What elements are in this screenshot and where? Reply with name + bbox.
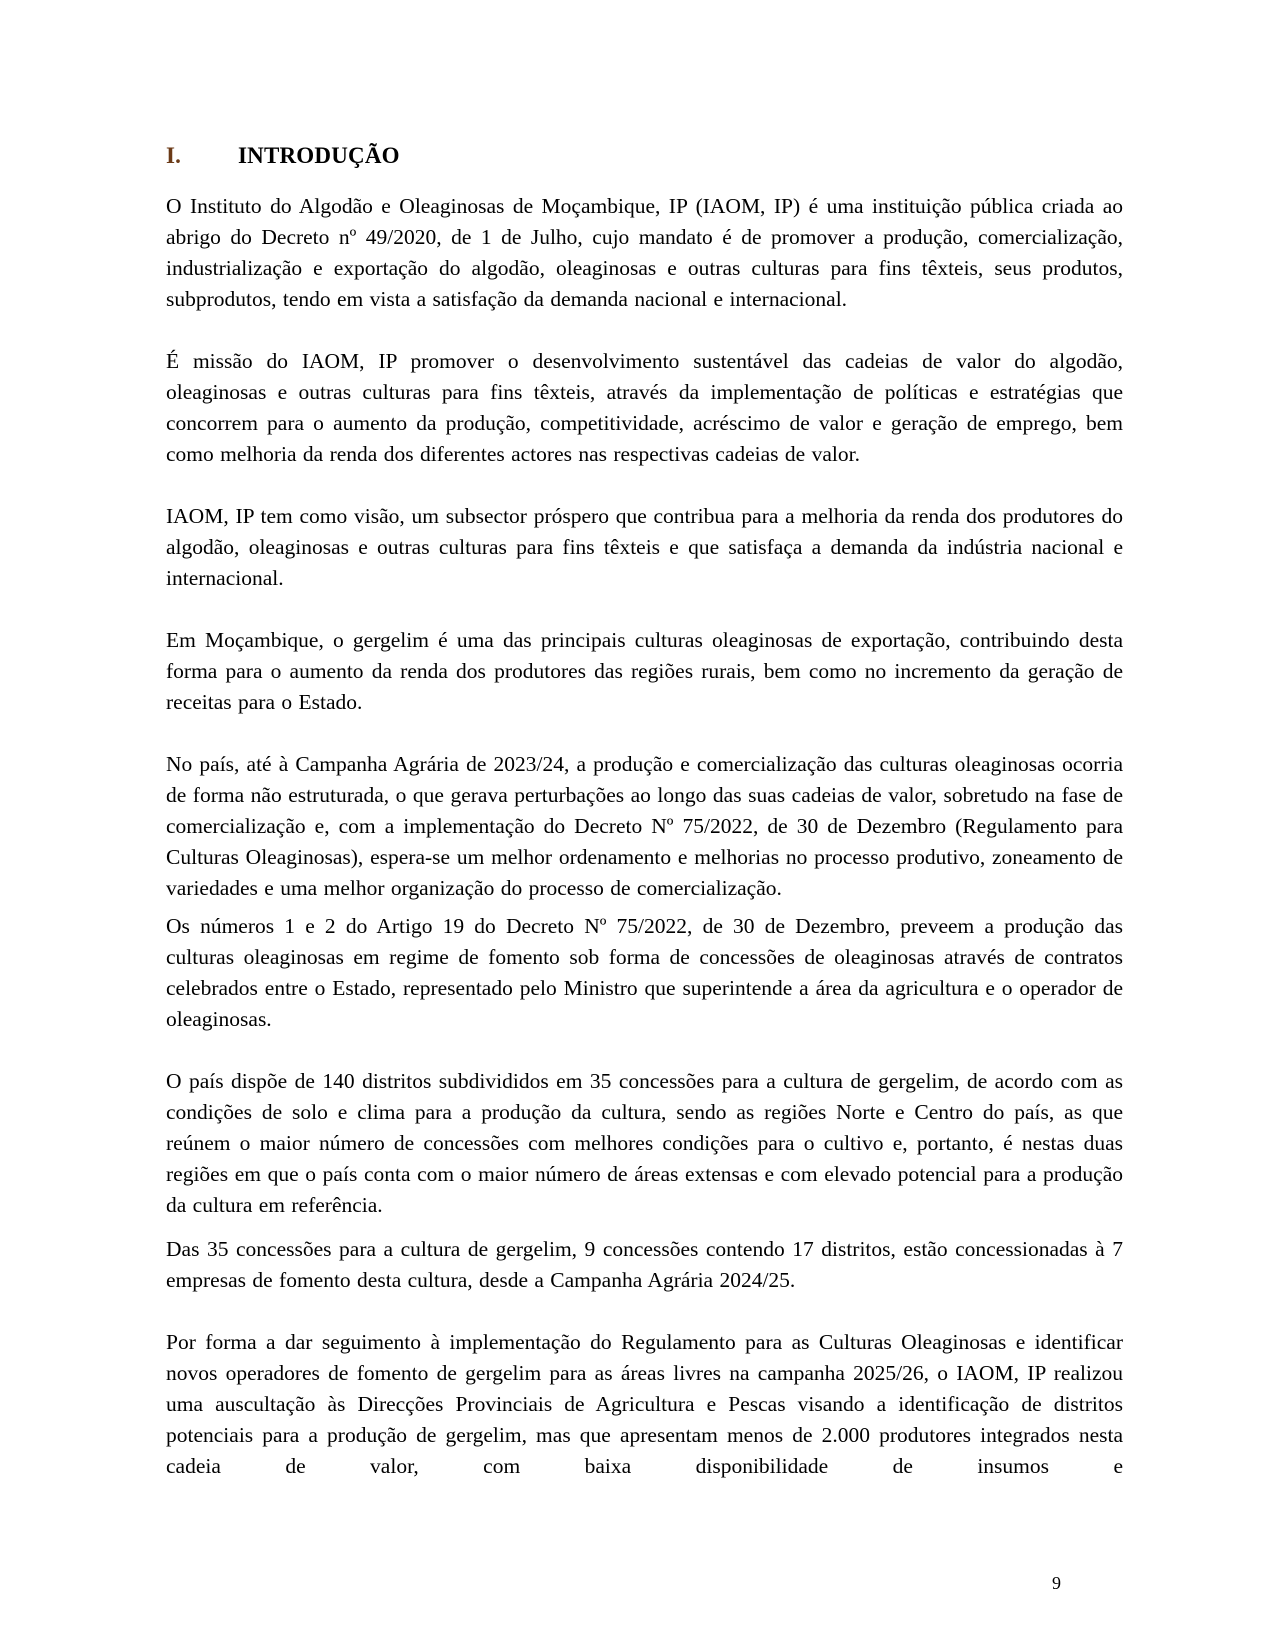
section-heading xyxy=(166,140,1123,171)
paragraph-auscultacao: Por forma a dar seguimento à implementação do Regulamento para as Culturas Oleaginosas e identificar novos operadores de fomento de gergelim para as áreas livres na campanha 2025/26, o IAOM, IP realizou uma auscultação às Direcções Provinciais de Agricultura e Pescas visando a identificação de distritos potenciais para a produção de gergelim, mas que apresentam menos de 2.000 produtores integrados nesta cadeia de valor, com baixa disponibilidade de insumos e xyxy=(166,1330,1123,1478)
page-number: 9 xyxy=(1052,1573,1061,1593)
paragraph-mission: É missão do IAOM, IP promover o desenvolvimento sustentável das cadeias de valor do algodão, oleaginosas e outras culturas para fins têxteis, através da implementação de políticas e estratégias que concorrem para o aumento da produção, competitividade, acréscimo de valor e geração de emprego, bem como melhoria da renda dos diferentes actores nas respectivas cadeias de valor. xyxy=(166,349,1123,466)
paragraph-gergelim-export: Em Moçambique, o gergelim é uma das principais culturas oleaginosas de exportação, contribuindo desta forma para o aumento da renda dos produtores das regiões rurais, bem como no incremento da geração de receitas para o Estado. xyxy=(166,628,1123,714)
paragraph-35-concessoes: Das 35 concessões para a cultura de gergelim, 9 concessões contendo 17 distritos, estão concessionadas à 7 empresas de fomento desta cultura, desde a Campanha Agrária 2024/25. xyxy=(166,1237,1123,1292)
section-heading-title: INTRODUÇÃO xyxy=(238,143,400,168)
paragraph-140-distritos: O país dispõe de 140 distritos subdivididos em 35 concessões para a cultura de gergelim, de acordo com as condições de solo e clima para a produção da cultura, sendo as regiões Norte e Centro do país, as que reúnem o maior número de concessões com melhores condições para o cultivo e, portanto, é nestas duas regiões em que o país conta com o maior número de áreas extensas e com elevado potencial para a produção da cultura em referência. xyxy=(166,1069,1123,1217)
paragraph-campanha-2023-24: No país, até à Campanha Agrária de 2023/24, a produção e comercialização das culturas oleaginosas ocorria de forma não estruturada, o que gerava perturbações ao longo das suas cadeias de valor, sobretudo na fase de comercialização e, com a implementação do Decreto Nº 75/2022, de 30 de Dezembro (Regulamento para Culturas Oleaginosas), espera-se um melhor ordenamento e melhorias no processo produtivo, zoneamento de variedades e uma melhor organização do processo de comercialização. xyxy=(166,752,1123,900)
paragraph-intro-institution: O Instituto do Algodão e Oleaginosas de Moçambique, IP (IAOM, IP) é uma instituição pública criada ao abrigo do Decreto nº 49/2020, de 1 de Julho, cujo mandato é de promover a produção, comercialização, industrialização e exportação do algodão, oleaginosas e outras culturas para fins têxteis, seus produtos, subprodutos, tendo em vista a satisfação da demanda nacional e internacional. xyxy=(166,194,1123,311)
paragraph-vision: IAOM, IP tem como visão, um subsector próspero que contribua para a melhoria da renda dos produtores do algodão, oleaginosas e outras culturas para fins têxteis e que satisfaça a demanda da indústria nacional e internacional. xyxy=(166,504,1123,590)
paragraph-artigo-19: Os números 1 e 2 do Artigo 19 do Decreto Nº 75/2022, de 30 de Dezembro, preveem a produção das culturas oleaginosas em regime de fomento sob forma de concessões de oleaginosas através de contratos celebrados entre o Estado, representado pelo Ministro que superintende a área da agricultura e o operador de oleaginosas. xyxy=(166,914,1123,1031)
page-content xyxy=(166,140,1123,1482)
section-heading-numeral: I. xyxy=(166,143,182,168)
